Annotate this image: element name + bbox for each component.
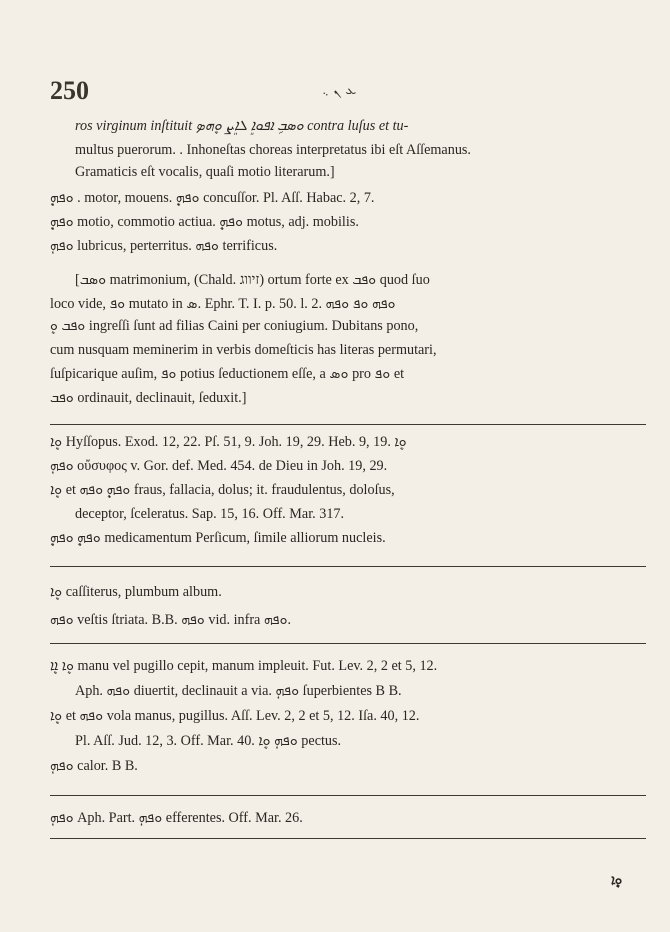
- text-line: ܘܷܐ et ܘܦܗܴܷ ܘܦܗ fraus, fallacia, dolus; it. fraudulentus, doloſus,: [50, 482, 395, 498]
- running-head: ܥ ܢ ܆: [322, 82, 357, 98]
- text-line: [ܘܣܒ matrimonium, (Chald. זיווג) ortum forte ex ܘܦܒ quod ſuo: [75, 272, 430, 288]
- page-number: 250: [50, 76, 89, 105]
- text-line: ܘܷܐ Hyſſopus. Exod. 12, 22. Pſ. 51, 9. Joh. 19, 29. Heb. 9, 19. ܘܷܐ: [50, 434, 407, 450]
- text-line: ܘܦܗܴ οὔσυφος v. Gor. def. Med. 454. de Dieu in Joh. 19, 29.: [50, 458, 388, 474]
- text-line: ſuſpicarique auſim, ܘܦ potius ſeductionem eſſe, a ܘܣ pro ܘܦ et: [50, 366, 405, 382]
- text-line: deceptor, ſceleratus. Sap. 15, 16. Off. Mar. 317.: [75, 506, 345, 522]
- text-line: ܘܦܗ veſtis ſtriata. B.B. ܘܦܗ vid. infra ܘܦܗ.: [50, 612, 292, 628]
- text-line: ܘܷܐ et ܘܦܗ vola manus, pugillus. Aſſ. Lev. 2, 2 et 5, 12. Iſa. 40, 12.: [50, 708, 420, 724]
- text-line: ܘܦܗܴܷ ܘܦܗܴܷ medicamentum Perſicum, ſimile alliorum nucleis.: [50, 530, 386, 546]
- text-line: ܘܦܒ ܘܷ ingreſſi ſunt ad filias Caini per coniugium. Dubitans pono,: [50, 318, 419, 334]
- text-line: ܘܦܗܴ lubricus, perterritus. ܘܦܗ terrificus.: [50, 238, 278, 254]
- text-line: multus puerorum. . Inhoneſtas choreas interpretatus ibi eſt Aſſemanus.: [75, 142, 471, 158]
- text-line: cum nusquam meminerim in verbis domeſticis has literas permutari,: [50, 342, 437, 358]
- text-line: ܘܦܗܴܷ motio, commotio actiua. ܘܦܗܴܷ motus, adj. mobilis.: [50, 214, 359, 230]
- text-line: ܘܦܒ ordinauit, declinauit, ſeduxit.]: [50, 390, 247, 406]
- section-rule: [50, 643, 646, 644]
- text-line: ܘܦܗܴ Aph. Part. ܘܦܗܴ efferentes. Off. Mar. 26.: [50, 810, 303, 826]
- text-line: ros virginum inſtituit ܘܣܒܹ ܐܦܘܐܸ ܠܐܸܨ ܘܷܗܤ contra luſus et tu-: [75, 118, 409, 134]
- section-rule: [50, 424, 646, 425]
- text-line: ܘܷܐ ܐܷܐ manu vel pugillo cepit, manum impleuit. Fut. Lev. 2, 2 et 5, 12.: [50, 658, 438, 674]
- text-line: Aph. ܘܦܗ diuertit, declinauit a via. ܘܦܗܴ ſuperbientes B B.: [75, 683, 402, 699]
- text-line: ܘܦܗܴ calor. B B.: [50, 758, 138, 774]
- section-rule: [50, 566, 646, 567]
- section-rule: [50, 795, 646, 796]
- text-line: Pl. Aſſ. Jud. 12, 3. Off. Mar. 40. ܘܦܗܴ ܘܷܐ pectus.: [75, 733, 342, 749]
- text-line: loco vide, ܘܦ mutato in ܣ. Ephr. T. I. p. 50. l. 2. ܘܦܗ ܘܦ ܘܦܗ: [50, 296, 396, 312]
- text-line: ܘܦܗܴܷ . motor, mouens. ܘܦܗܴܷ concuſſor. Pl. Aſſ. Habac. 2, 7.: [50, 190, 375, 206]
- text-line: ܘܷܐ caſſiterus, plumbum album.: [50, 584, 222, 600]
- section-rule: [50, 838, 646, 839]
- catchword: ܘܷܐ: [611, 873, 623, 888]
- text-line: Gramaticis eſt vocalis, quaſi motio literarum.]: [75, 164, 335, 180]
